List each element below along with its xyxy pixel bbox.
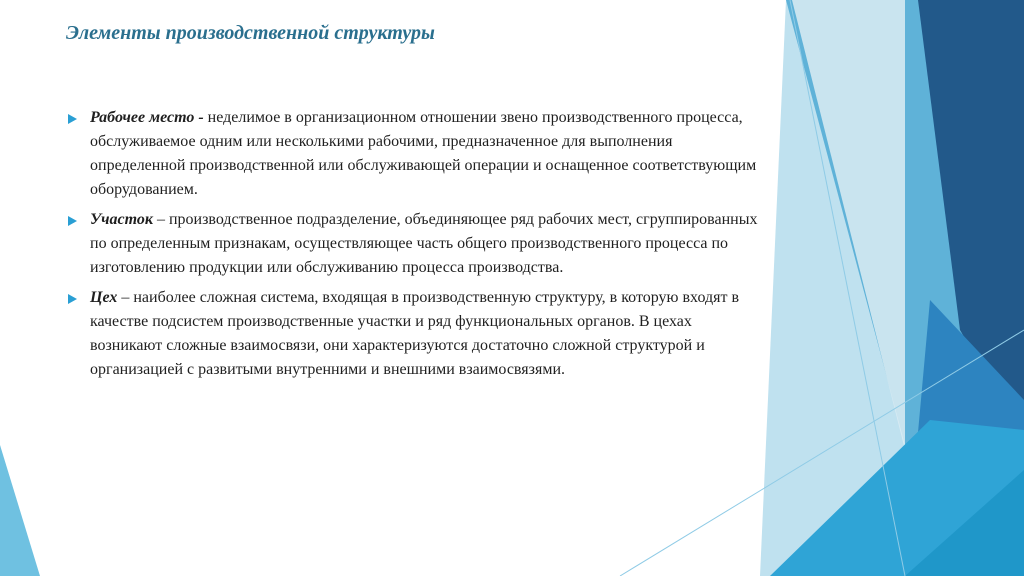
bullet-term: Рабочее место - <box>90 109 204 126</box>
bullet-text: неделимое в организационном отношении звено производственного процесса, обслуживаемое одним или несколькими рабочими, предназначенное для выполнения определенной производственной или обслуживающей операции и оснащенное соответствующим оборудованием. <box>90 109 757 198</box>
bullet-text: – производственное подразделение, объединяющее ряд рабочих мест, сгруппированных по определенным признакам, осуществляющее часть общего производственного процесса по изготовлению продукции или обслуживанию процесса производства. <box>90 211 758 276</box>
bullet-section <box>68 208 768 280</box>
left-corner-shape <box>0 445 40 576</box>
bullet-text: – наиболее сложная система, входящая в производственную структуру, в которую входят в качестве подсистем производственные участки и ряд функциональных органов. В цехах возникают сложные взаимосвязи, они характеризуются достаточно сложной структурой и организацией с развитыми внутренними и внешними взаимосвязями. <box>90 289 740 378</box>
bullet-arrow-icon <box>68 114 77 124</box>
slide-title: Элементы производственной структуры <box>66 22 435 44</box>
bullet-term: Участок <box>90 211 153 228</box>
bullet-list <box>68 106 768 388</box>
bullet-arrow-icon <box>68 216 77 226</box>
bullet-arrow-icon <box>68 294 77 304</box>
bullet-term: Цех <box>90 289 118 306</box>
bullet-workplace <box>68 106 768 202</box>
bullet-workshop <box>68 286 768 382</box>
